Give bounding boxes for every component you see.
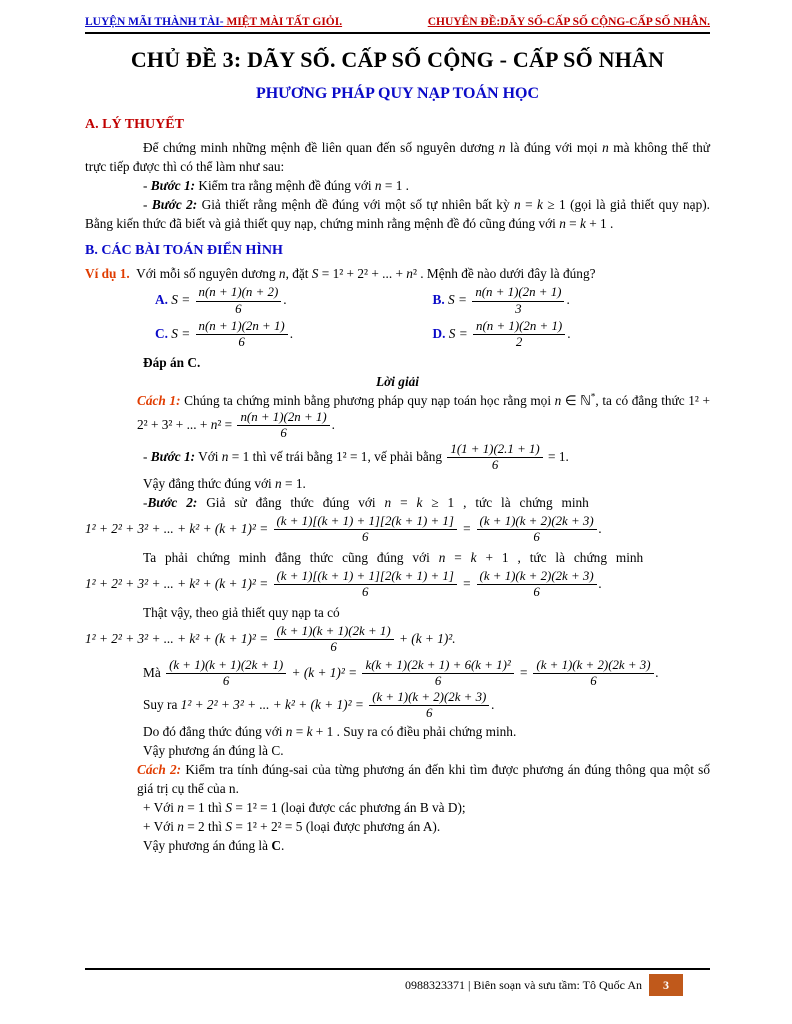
paragraph: 1² + 2² + 3² + ... + k² + (k + 1)² = $\frac{(k + 1)[(k + 1) + 1][2(k + 1) + 1]}{6}$ = $\frac{(k + 1)(k + 2)(2k + 3)}{6}$ . <box>85 513 602 545</box>
paragraph: Ta phải chứng minh đẳng thức cũng đúng với n = k + 1 , tức là chứng minh <box>143 549 644 565</box>
page-number-badge: 3 <box>649 974 683 996</box>
fraction: $\frac{n(n + 1)(n + 2)}{6}$ <box>194 285 284 317</box>
footer-text: 0988323371 | Biên soạn và sưu tầm: Tô Quốc An <box>405 977 642 992</box>
paragraph: Mà $\frac{(k + 1)(k + 1)(2k + 1)}{6}$ + (k + 1)² = $\frac{\text{k(k + 1)(2k + 1) + 6(k + 1)²}}{6}$ = $\frac{(k + 1)(k + 2)(2k + 3)}{6}$ . <box>143 657 659 689</box>
paragraph: - Bước 1: Kiểm tra rằng mệnh đề đúng với n = 1 . <box>143 178 410 194</box>
document-body <box>85 115 710 855</box>
section-b-heading: B. CÁC BÀI TOÁN ĐIỂN HÌNH <box>85 243 283 259</box>
fraction: $\frac{(k + 1)(k + 1)(2k + 1)}{6}$ <box>272 624 396 656</box>
paragraph: + Với n = 1 thì S = 1² = 1 (loại được các phương án B và D); <box>143 799 466 815</box>
example-1: Ví dụ 1. Với mỗi số nguyên dương n, đặt S = 1² + 2² + ... + n² . Mệnh đề nào dưới đây là đúng? <box>85 266 596 282</box>
paragraph: -Bước 2: Giả sử đẳng thức đúng với n = k ≥ 1 , tức là chứng minh <box>143 494 589 510</box>
paragraph: - Bước 1: Với n = 1 thì vế trái bằng 1² = 1, vế phải bằng $\frac{1(1 + 1)(2.1 + 1)}{6}$ = 1. <box>143 441 569 473</box>
paragraph: 1² + 2² + 3² + ... + k² + (k + 1)² = $\frac{(k + 1)(k + 1)(2k + 1)}{6}$ + (k + 1)². <box>85 623 456 655</box>
options-row-1 <box>85 285 710 317</box>
fraction: $\frac{1(1 + 1)(2.1 + 1)}{6}$ <box>445 442 544 474</box>
fraction: $\frac{n(n + 1)(2n + 1)}{3}$ <box>470 285 566 317</box>
section-a-heading: A. LÝ THUYẾT <box>85 117 184 132</box>
fraction: $\frac{(k + 1)(k + 2)(2k + 3)}{6}$ <box>475 569 599 601</box>
option: D. S = $\frac{n(n + 1)(2n + 1)}{2}$ . <box>432 319 571 350</box>
fraction: $\frac{\text{k(k + 1)(2k + 1) + 6(k + 1)²}}{6}$ <box>360 658 515 690</box>
fraction: $\frac{(k + 1)(k + 2)(2k + 3)}{6}$ <box>475 514 599 546</box>
option: A. S = $\frac{n(n + 1)(n + 2)}{6}$ . <box>155 285 287 316</box>
fraction: $\frac{n(n + 1)(2n + 1)}{2}$ <box>471 319 567 351</box>
page-title: CHỦ ĐỀ 3: DÃY SỐ. CẤP SỐ CỘNG - CẤP SỐ NHÂN <box>130 47 665 72</box>
fraction: $\frac{n(n + 1)(2n + 1)}{6}$ <box>194 319 290 351</box>
fraction: $\frac{(k + 1)(k + 2)(2k + 3)}{6}$ <box>531 658 655 690</box>
page-header <box>85 16 710 34</box>
page-footer <box>85 968 710 996</box>
fraction: $\frac{(k + 1)[(k + 1) + 1][2(k + 1) + 1]}{6}$ <box>272 569 459 601</box>
answer: Đáp án C. <box>143 354 201 370</box>
paragraph: Vậy phương án đúng là C. <box>143 837 285 853</box>
header-motto-red: MIỆT MÀI TẤT GIỎI. <box>223 16 343 28</box>
paragraph: Vậy đẳng thức đúng với n = 1. <box>143 475 306 491</box>
fraction: $\frac{n(n + 1)(2n + 1)}{6}$ <box>235 410 331 442</box>
paragraph: Suy ra 1² + 2² + 3² + ... + k² + (k + 1)² = $\frac{(k + 1)(k + 2)(2k + 3)}{6}$ . <box>143 689 495 721</box>
option: B. S = $\frac{n(n + 1)(2n + 1)}{3}$ . <box>432 285 570 316</box>
options-row-2 <box>85 319 710 351</box>
header-motto-blue: LUYỆN MÃI THÀNH TÀI- <box>85 16 224 28</box>
paragraph: 1² + 2² + 3² + ... + k² + (k + 1)² = $\frac{(k + 1)[(k + 1) + 1][2(k + 1) + 1]}{6}$ = $\frac{(k + 1)(k + 2)(2k + 3)}{6}$ . <box>85 568 602 600</box>
header-topic-text: CHUYÊN ĐỀ:DÃY SỐ-CẤP SỐ CỘNG-CẤP SỐ NHÂN. <box>427 16 710 28</box>
paragraph: Vậy phương án đúng là C. <box>143 742 284 758</box>
option: C. S = $\frac{n(n + 1)(2n + 1)}{6}$ . <box>155 319 294 350</box>
paragraph: Thật vậy, theo giả thiết quy nạp ta có <box>143 604 340 620</box>
page-subtitle: PHƯƠNG PHÁP QUY NẠP TOÁN HỌC <box>255 85 540 102</box>
fraction: $\frac{(k + 1)(k + 2)(2k + 3)}{6}$ <box>367 690 491 722</box>
method-1: Cách 1: Chúng ta chứng minh bằng phương pháp quy nạp toán học rằng mọi n ∈ ℕ*, ta có đẳng thức 1² + 2² + 3² + ... + n² = $\frac{n(n + 1)(2n + 1)}{6}$ . <box>137 392 711 441</box>
paragraph: Để chứng minh những mệnh đề liên quan đến số nguyên dương n là đúng với mọi n mà không thể thử trực tiếp được thì có thể làm như sau: <box>85 140 710 175</box>
method-2: Cách 2: Kiểm tra tính đúng-sai của từng phương án đến khi tìm được phương án đúng thông qua một số giá trị cụ thể của n. <box>137 761 710 796</box>
header-topic <box>428 16 710 28</box>
paragraph: - Bước 2: Giả thiết rằng mệnh đề đúng với một số tự nhiên bất kỳ n = k ≥ 1 (gọi là giả thiết quy nạp). Bằng kiến thức đã biết và giả thiết quy nạp, chứng minh rằng mệnh đề đó cũng đúng với n = k + 1 . <box>85 197 710 232</box>
fraction: $\frac{(k + 1)[(k + 1) + 1][2(k + 1) + 1]}{6}$ <box>272 514 459 546</box>
fraction: $\frac{(k + 1)(k + 1)(2k + 1)}{6}$ <box>164 658 288 690</box>
paragraph: + Với n = 2 thì S = 1² + 2² = 5 (loại được phương án A). <box>143 818 441 834</box>
solution-heading: Lời giải <box>376 373 419 389</box>
header-motto <box>85 16 342 28</box>
paragraph: Do đó đẳng thức đúng với n = k + 1 . Suy ra có điều phải chứng minh. <box>143 723 517 739</box>
